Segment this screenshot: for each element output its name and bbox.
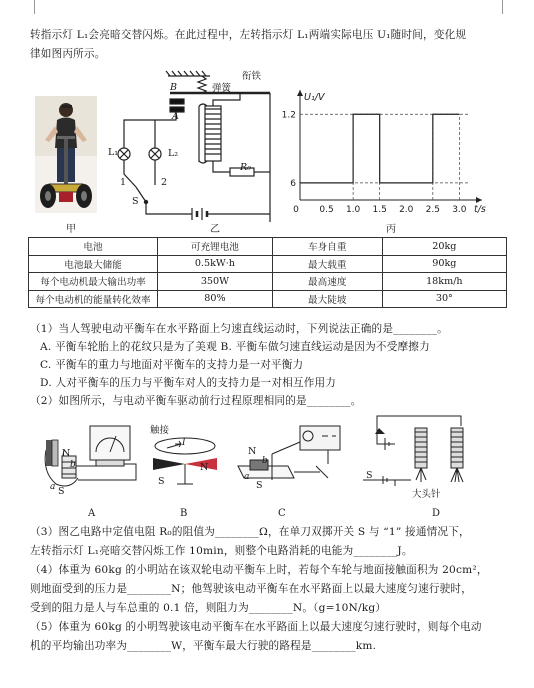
figure-bing-graph	[282, 88, 497, 228]
caption-yi: 乙	[210, 224, 220, 235]
y-axis-label: U₁/V	[304, 92, 325, 103]
x-tick-label: 2.0	[399, 205, 414, 215]
question-5-line-2: 机的平均输出功率为________W，平衡车最大行驶的路程是________km.	[30, 640, 377, 652]
option-c-label-a: a	[244, 472, 250, 482]
table-row	[29, 255, 507, 273]
question-1-option-ab: A. 平衡车轮胎上的花纹只是为了美观 B. 平衡车做匀速直线运动是因为不受摩擦力	[40, 341, 430, 353]
table-cell: 每个电动机最大输出功率	[29, 273, 158, 291]
option-a-label-b: b	[70, 460, 76, 470]
option-c-label: C	[278, 508, 286, 519]
spec-table	[28, 237, 507, 308]
table-cell: 电池	[29, 238, 158, 256]
caption-bing: 丙	[386, 224, 396, 235]
option-b-label-s: S	[158, 476, 165, 487]
x-tick-label: 0	[293, 205, 299, 215]
option-c-label-b: b	[262, 456, 268, 466]
question-1: （1）当人驾驶电动平衡车在水平路面上匀速直线运动时，下列说法正确的是________。	[30, 323, 448, 335]
question-1-option-d: D. 人对平衡车的压力与平衡车对人的支持力是一对相互作用力	[40, 377, 337, 389]
label-pos-2: 2	[161, 177, 168, 188]
table-cell: 最大载重	[272, 255, 382, 273]
label-contact-b: B	[170, 82, 177, 93]
option-a-label-n: N	[62, 448, 71, 459]
table-cell: 90kg	[382, 255, 506, 273]
label-switch-s: S	[132, 196, 139, 207]
y-tick-label: 6	[290, 178, 296, 189]
x-tick-label: 3.0	[452, 205, 467, 215]
option-a-label-a: a	[50, 482, 56, 492]
question-4-line-2: 则地面受到的压力是________N；他驾驶该电动平衡车在水平路面上以最大速度匀速行驶时，	[30, 583, 473, 595]
option-a-label: A	[88, 508, 96, 519]
table-cell: 30°	[382, 290, 506, 308]
intro-line-1: 转指示灯 L₁会亮暗交替闪烁。在此过程中，左转指示灯 L₁两端实际电压 U₁随时间，变化规	[30, 29, 467, 41]
table-cell: 最大陡坡	[272, 290, 382, 308]
option-b-label-touch: 触接	[150, 425, 170, 436]
table-cell: 350W	[158, 273, 273, 291]
table-row	[29, 273, 507, 291]
option-c-label-s: S	[256, 480, 263, 491]
table-cell: 每个电动机的能量转化效率	[29, 290, 158, 308]
voltage-series-line	[300, 114, 459, 183]
figure-jia-photo	[35, 96, 97, 213]
option-b-label: B	[180, 508, 188, 519]
intro-line-2: 律如图丙所示。	[30, 48, 106, 60]
question-3-line-2: 左转指示灯 L₁亮暗交替闪烁工作 10min，则整个电路消耗的电能为________J。	[30, 545, 413, 557]
table-row	[29, 238, 507, 256]
question-4-line-3: 受到的阻力是人与车总重的 0.1 倍，则阻力为________N。（g=10N/kg）	[30, 602, 387, 614]
table-row	[29, 290, 507, 308]
label-resistor-r0: R₀	[240, 162, 251, 173]
question-1-option-c: C. 平衡车的重力与地面对平衡车的支持力是一对平衡力	[40, 359, 304, 371]
x-axis-label: t/s	[474, 204, 486, 215]
x-tick-label: 0.5	[319, 205, 334, 215]
table-cell: 可充锂电池	[158, 238, 273, 256]
y-axis-arrow	[297, 90, 303, 96]
question-3-line-1: （3）图乙电路中定值电阻 R₀的阻值为________Ω，在单刀双掷开关 S 与 “1” 接通情况下，	[30, 526, 470, 538]
option-c-label-n: N	[248, 446, 257, 457]
crop-mark-top-right	[502, 0, 521, 14]
table-cell: 电池最大储能	[29, 255, 158, 273]
option-b-label-n: N	[200, 462, 209, 473]
table-cell: 0.5kW·h	[158, 255, 273, 273]
question-5-line-1: （5）体重为 60kg 的小明驾驶该电动平衡车在水平路面上以最大速度匀速行驶时，则每个电动	[30, 621, 482, 633]
crop-mark-top-left	[16, 0, 35, 14]
option-d-label: D	[432, 508, 441, 519]
label-pos-1: 1	[120, 177, 127, 188]
label-armature: 衔铁	[242, 71, 262, 82]
x-axis-arrow	[476, 197, 482, 203]
option-a-label-s: S	[58, 486, 65, 497]
label-lamp-l2: L₂	[168, 148, 179, 159]
option-b-label-current: I	[182, 438, 186, 448]
y-tick-label: 1.2	[282, 110, 296, 121]
table-cell: 最高速度	[272, 273, 382, 291]
option-d-label-s: S	[366, 470, 373, 481]
table-cell: 车身自重	[272, 238, 382, 256]
label-lamp-l1: L₁	[108, 147, 119, 158]
table-cell: 80%	[158, 290, 273, 308]
caption-jia: 甲	[66, 224, 76, 235]
x-tick-label: 1.5	[372, 205, 387, 215]
option-figure-c	[228, 420, 348, 500]
option-d-label-pins: 大头针	[412, 489, 441, 500]
question-4-line-1: （4）体重为 60kg 的小明站在该双轮电动平衡车上时，若每个车轮与地面接触面积为 20cm²，	[30, 564, 488, 576]
x-tick-label: 2.5	[425, 205, 440, 215]
table-cell: 20kg	[382, 238, 506, 256]
table-cell: 18km/h	[382, 273, 506, 291]
label-spring: 弹簧	[212, 83, 232, 94]
x-tick-label: 1.0	[345, 205, 361, 215]
label-contact-a: A	[172, 111, 179, 122]
question-2: （2）如图所示，与电动平衡车驱动前行过程原理相同的是________。	[30, 395, 362, 407]
